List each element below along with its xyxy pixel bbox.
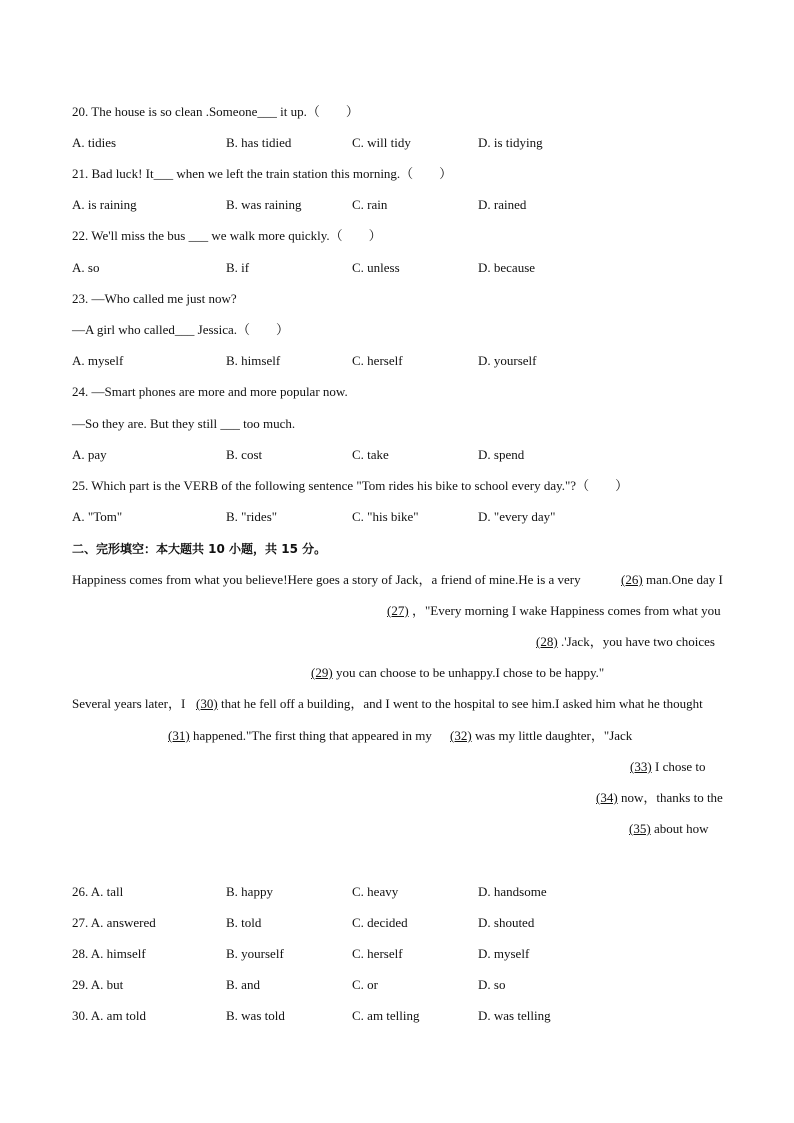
question-22-stem: 22. We'll miss the bus ___ we walk more quickly.（ ） <box>72 228 382 243</box>
option-b: B. himself <box>226 353 281 368</box>
option-c: C. will tidy <box>352 135 411 150</box>
blank-26: (26) <box>621 572 643 587</box>
passage-text: that he fell off a building，and I went to the hospital to see him.I asked him what he thought <box>221 696 703 711</box>
cloze-26-options <box>72 883 724 901</box>
option-d: D. myself <box>478 946 530 961</box>
cloze-30-options <box>72 1007 724 1025</box>
passage-text: Happiness comes from what you believe!Here goes a story of Jack，a friend of mine.He is a very <box>72 572 581 587</box>
passage-text: was my little daughter，"Jack <box>475 728 633 743</box>
option-c: C. decided <box>352 915 408 930</box>
question-25-stem: 25. Which part is the VERB of the following sentence "Tom rides his bike to school every day."?（ ） <box>72 478 629 493</box>
option-c: C. heavy <box>352 884 399 899</box>
cloze-27-options <box>72 914 724 932</box>
option-d: D. shouted <box>478 915 535 930</box>
option-a: 26. A. tall <box>72 884 124 899</box>
option-a: 29. A. but <box>72 977 124 992</box>
option-b: B. "rides" <box>226 509 278 524</box>
blank-27: (27) <box>387 603 409 618</box>
option-b: B. and <box>226 977 260 992</box>
section-heading: 二、完形填空：本大题共 10 小题，共 15 分。 <box>72 542 327 556</box>
passage-text: I chose to <box>655 759 706 774</box>
option-a: 30. A. am told <box>72 1008 147 1023</box>
option-b: B. was raining <box>226 197 302 212</box>
option-c: C. "his bike" <box>352 509 419 524</box>
option-a: A. tidies <box>72 135 117 150</box>
option-d: D. is tidying <box>478 135 543 150</box>
question-22-options <box>72 259 724 277</box>
option-c: C. take <box>352 447 389 462</box>
passage-text: .'Jack，you have two choices <box>561 634 715 649</box>
passage-text: happened."The first thing that appeared in my <box>193 728 432 743</box>
blank-31: (31) <box>168 728 190 743</box>
question-23-stem: 23. —Who called me just now? <box>72 291 237 306</box>
blank-30: (30) <box>196 696 218 711</box>
option-d: D. so <box>478 977 506 992</box>
question-23-options <box>72 352 724 370</box>
blank-34: (34) <box>596 790 618 805</box>
option-b: B. yourself <box>226 946 284 961</box>
option-c: C. rain <box>352 197 388 212</box>
option-b: B. was told <box>226 1008 285 1023</box>
blank-35: (35) <box>629 821 651 836</box>
option-a: A. "Tom" <box>72 509 123 524</box>
option-b: B. happy <box>226 884 273 899</box>
cloze-29-options <box>72 976 724 994</box>
option-d: D. was telling <box>478 1008 551 1023</box>
blank-33: (33) <box>630 759 652 774</box>
option-d: D. because <box>478 260 536 275</box>
passage-text: Several years later，I <box>72 696 186 711</box>
option-d: D. "every day" <box>478 509 556 524</box>
option-b: B. if <box>226 260 250 275</box>
passage-text: ，"Every morning I wake Happiness comes from what you <box>412 603 721 618</box>
question-24-stem-reply: —So they are. But they still ___ too much. <box>72 416 296 431</box>
option-a: 28. A. himself <box>72 946 146 961</box>
passage-text: now，thanks to the <box>621 790 723 805</box>
cloze-28-options <box>72 945 724 963</box>
question-20-options <box>72 134 724 152</box>
option-c: C. am telling <box>352 1008 420 1023</box>
option-d: D. handsome <box>478 884 547 899</box>
option-b: B. told <box>226 915 262 930</box>
option-d: D. spend <box>478 447 525 462</box>
question-24-options <box>72 446 724 464</box>
question-21-stem: 21. Bad luck! It___ when we left the train station this morning.（ ） <box>72 166 453 181</box>
option-a: A. myself <box>72 353 124 368</box>
question-20-stem: 20. The house is so clean .Someone___ it up.（ ） <box>72 104 359 119</box>
blank-29: (29) <box>311 665 333 680</box>
option-d: D. rained <box>478 197 527 212</box>
question-23-stem-reply: —A girl who called___ Jessica.（ ） <box>72 322 289 337</box>
passage-text: man.One day I <box>646 572 723 587</box>
option-c: C. herself <box>352 946 403 961</box>
option-a: 27. A. answered <box>72 915 156 930</box>
option-c: C. herself <box>352 353 403 368</box>
blank-28: (28) <box>536 634 558 649</box>
passage-text: about how <box>654 821 709 836</box>
option-c: C. or <box>352 977 378 992</box>
option-b: B. cost <box>226 447 263 462</box>
question-25-options <box>72 508 724 526</box>
option-d: D. yourself <box>478 353 537 368</box>
option-a: A. pay <box>72 447 107 462</box>
option-c: C. unless <box>352 260 400 275</box>
question-24-stem: 24. —Smart phones are more and more popular now. <box>72 384 348 399</box>
passage-text: you can choose to be unhappy.I chose to be happy." <box>336 665 605 680</box>
option-b: B. has tidied <box>226 135 292 150</box>
question-21-options <box>72 196 724 214</box>
option-a: A. is raining <box>72 197 137 212</box>
option-a: A. so <box>72 260 100 275</box>
blank-32: (32) <box>450 728 472 743</box>
